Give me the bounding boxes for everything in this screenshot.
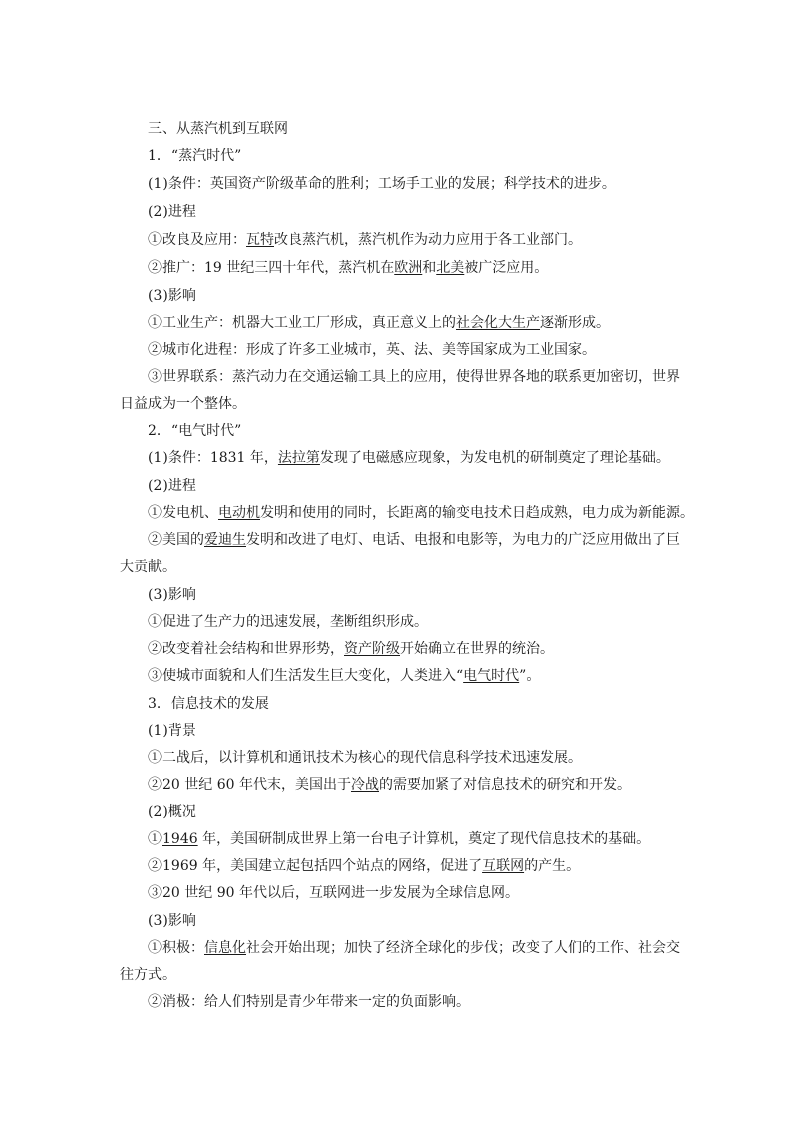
- s1-process-label: [148, 203, 196, 221]
- s1-effect-item-3-line2: [120, 395, 246, 413]
- s3-title-text: 3．信息技术的发展: [148, 696, 269, 712]
- s1-condition-text: (1)条件：英国资产阶级革命的胜利；工场手工业的发展；科学技术的进步。: [148, 176, 616, 192]
- s1-effect-text: (3)影响: [148, 288, 196, 304]
- text-part: 开始确立在世界的统治。: [400, 641, 554, 657]
- text-part: 发现了电磁感应现象，为发电机的研制奠定了理论基础。: [319, 450, 670, 466]
- text-part: 大贡献。: [120, 559, 176, 575]
- s3-overview-label: [148, 803, 196, 821]
- s3-effect-text: (3)影响: [148, 913, 196, 929]
- s1-effect-item-1: [148, 314, 610, 332]
- text-part: 的产生。: [524, 858, 581, 874]
- s1-process-text: (2)进程: [148, 204, 196, 220]
- s3-background-label: [148, 722, 196, 740]
- s1-title: [148, 147, 241, 165]
- text-part: ”。: [519, 668, 541, 684]
- s1-condition: [148, 175, 616, 193]
- section-heading: [148, 120, 288, 138]
- s3-background-text: (1)背景: [148, 723, 196, 739]
- text-part: 年，美国研制成世界上第一台电子计算机，奠定了现代信息技术的基础。: [197, 831, 651, 847]
- text-part: ③使城市面貌和人们生活发生巨大变化，人类进入“: [148, 668, 464, 684]
- s2-effect-text: (3)影响: [148, 587, 196, 603]
- text-part: ①发电机、: [148, 505, 218, 521]
- s2-process-text: (2)进程: [148, 478, 196, 494]
- s1-effect-item-2: [148, 341, 596, 359]
- text-part: ②改变着社会结构和世界形势，: [148, 641, 344, 657]
- text-part: 被广泛应用。: [464, 260, 549, 276]
- s3-overview-text: (2)概况: [148, 804, 196, 820]
- s2-title-text: 2．“电气时代”: [148, 423, 242, 439]
- text-part: 逐渐形成。: [540, 315, 610, 331]
- heading-text: 三、从蒸汽机到互联网: [148, 121, 288, 137]
- s2-process-label: [148, 477, 196, 495]
- underlined-term: 冷战: [350, 777, 379, 793]
- s2-process-item-2-line2: [120, 558, 176, 576]
- s1-title-text: 1．“蒸汽时代”: [148, 148, 242, 164]
- s1-process-item-1: [148, 231, 582, 249]
- text-part: ①工业生产：机器大工业工厂形成，真正意义上的: [148, 315, 456, 331]
- text-part: ①二战后，以计算机和通讯技术为核心的现代信息科学技术迅速发展。: [148, 750, 582, 766]
- s1-effect-item-3-line1: [148, 368, 680, 386]
- text-part: ②1969 年，美国建立起包括四个站点的网络，促进了: [148, 858, 483, 874]
- text-part: ③20 世纪 90 年代以后，互联网进一步发展为全球信息网。: [148, 885, 519, 901]
- s2-effect-label: [148, 586, 196, 604]
- underlined-term: 北美: [436, 260, 465, 276]
- text-part: ②美国的: [148, 532, 204, 548]
- s3-effect-item-1-line1: [148, 939, 680, 957]
- s2-process-item-1: [148, 504, 694, 522]
- text-part: 日益成为一个整体。: [120, 396, 246, 412]
- text-part: ②城市化进程：形成了许多工业城市，英、法、美等国家成为工业国家。: [148, 342, 596, 358]
- s2-condition: [148, 449, 670, 467]
- s3-effect-label: [148, 912, 196, 930]
- s3-overview-item-2: [148, 857, 580, 875]
- underlined-term: 社会化大生产: [456, 315, 540, 331]
- s2-title: [148, 422, 241, 440]
- text-part: 往方式。: [120, 967, 176, 983]
- text-part: ①改良及应用：: [148, 232, 246, 248]
- s2-effect-item-1: [148, 613, 428, 631]
- text-part: ②推广：19 世纪三四十年代，蒸汽机在: [148, 260, 395, 276]
- s2-effect-item-2: [148, 640, 554, 658]
- s3-title: [148, 695, 269, 713]
- s2-effect-item-3: [148, 667, 540, 685]
- text-part: ①积极：: [148, 940, 204, 956]
- s3-overview-item-3: [148, 884, 519, 902]
- text-part: 发明和使用的同时，长距离的输变电技术日趋成熟，电力成为新能源。: [260, 505, 694, 521]
- s2-process-item-2-line1: [148, 531, 680, 549]
- s1-effect-label: [148, 287, 196, 305]
- underlined-term: 电动机: [218, 505, 260, 521]
- underlined-term: 1946: [162, 831, 198, 847]
- underlined-term: 爱迪生: [204, 532, 246, 548]
- underlined-term: 法拉第: [277, 450, 320, 466]
- text-part: 社会开始出现；加快了经济全球化的步伐；改变了人们的工作、社会交: [246, 940, 680, 956]
- text-part: ②20 世纪 60 年代末，美国出于: [148, 777, 351, 793]
- underlined-term: 电气时代: [463, 668, 520, 684]
- underlined-term: 欧洲: [394, 260, 423, 276]
- underlined-term: 信息化: [204, 940, 246, 956]
- s1-process-item-2: [148, 259, 548, 277]
- text-part: ①: [148, 831, 162, 847]
- text-part: 和: [422, 260, 437, 276]
- underlined-term: 资产阶级: [344, 641, 400, 657]
- underlined-term: 互联网: [482, 858, 525, 874]
- text-part: 改良蒸汽机，蒸汽机作为动力应用于各工业部门。: [274, 232, 582, 248]
- text-part: 的需要加紧了对信息技术的研究和开发。: [378, 777, 631, 793]
- text-part: (1)条件：1831 年，: [148, 450, 278, 466]
- s3-background-item-1: [148, 749, 582, 767]
- text-part: 发明和改进了电灯、电话、电报和电影等，为电力的广泛应用做出了巨: [246, 532, 680, 548]
- text-part: ③世界联系：蒸汽动力在交通运输工具上的应用，使得世界各地的联系更加密切，世界: [148, 369, 680, 385]
- s3-effect-item-2: [148, 993, 470, 1011]
- s3-background-item-2: [148, 776, 631, 794]
- underlined-term: 瓦特: [246, 232, 274, 248]
- s3-overview-item-1: [148, 830, 650, 848]
- s3-effect-item-1-line2: [120, 966, 176, 984]
- text-part: ②消极：给人们特别是青少年带来一定的负面影响。: [148, 994, 470, 1010]
- text-part: ①促进了生产力的迅速发展，垄断组织形成。: [148, 614, 428, 630]
